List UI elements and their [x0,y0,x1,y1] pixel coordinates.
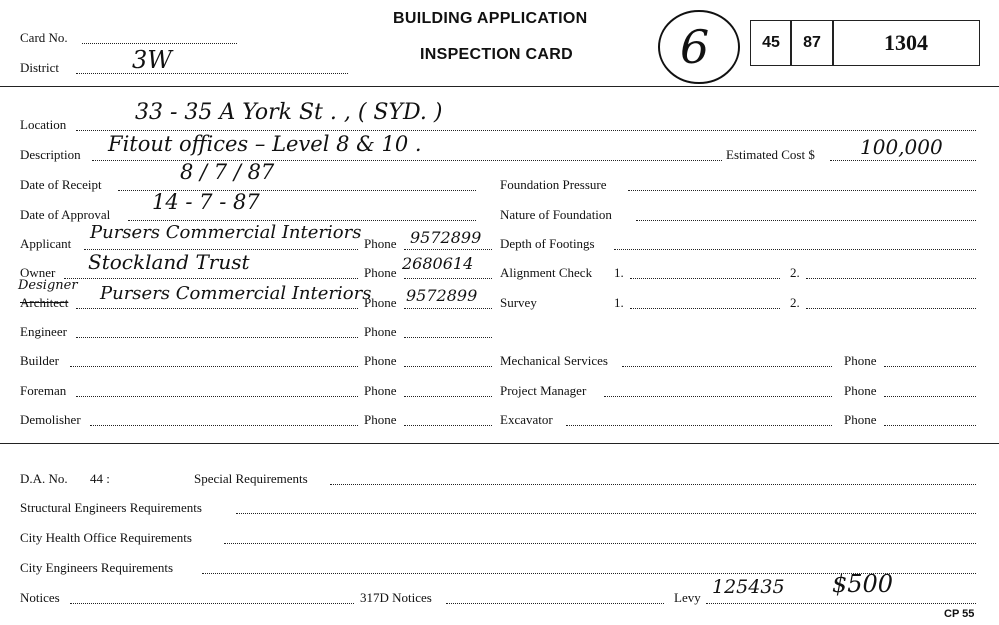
card-no-label: Card No. [20,30,68,45]
applicant-phone-line [404,249,492,250]
architect-label: Architect [20,295,69,310]
builder-label: Builder [20,353,59,368]
estimated-cost-label: Estimated Cost $ [726,147,815,162]
estimated-cost-line [830,160,976,161]
alignment-check-label: Alignment Check [500,265,593,280]
alignment-check-n2: 2. [790,265,800,280]
form-code: CP 55 [944,608,975,620]
applicant-label: Applicant [20,236,72,251]
owner-phone-label: Phone [364,265,397,280]
location-line [76,130,976,131]
nature-foundation-label: Nature of Foundation [500,207,612,222]
applicant-phone-value: 9572899 [410,228,482,247]
project-manager-phone-line [884,396,976,397]
applicant-phone-label: Phone [364,236,397,251]
notices-line [70,603,354,604]
survey-label: Survey [500,295,537,310]
card-title-line1: BUILDING APPLICATION [393,10,588,27]
district-label: District [20,60,59,75]
survey-line2 [806,308,976,309]
card-title-line2: INSPECTION CARD [420,46,573,63]
builder-line [70,366,358,367]
survey-n2: 2. [790,295,800,310]
designer-correction: Designer [18,278,78,293]
excavator-label: Excavator [500,412,553,427]
excavator-phone-label: Phone [844,412,877,427]
date-approval-line [128,220,476,221]
applicant-value: Pursers Commercial Interiors [90,222,362,243]
district-value: 3W [132,46,172,74]
alignment-check-n1: 1. [614,265,624,280]
mechanical-phone-line [884,366,976,367]
demolisher-line [90,425,358,426]
header-divider [0,86,999,87]
card-no-line [82,43,237,44]
card-box-c: 1304 [832,20,980,66]
project-manager-label: Project Manager [500,383,587,398]
da-no-label: D.A. No. [20,471,68,486]
demolisher-phone-label: Phone [364,412,397,427]
builder-phone-label: Phone [364,353,397,368]
alignment-check-line1 [630,278,780,279]
da-no-value: 44 : [90,471,110,486]
owner-phone-line [404,278,492,279]
health-req-label: City Health Office Requirements [20,530,192,545]
excavator-line [566,425,832,426]
mechanical-services-line [622,366,832,367]
engineer-phone-label: Phone [364,324,397,339]
card-box-b: 87 [790,20,834,66]
circled-number: 6 [680,20,710,74]
mechanical-phone-label: Phone [844,353,877,368]
survey-line1 [630,308,780,309]
foundation-pressure-line [628,190,976,191]
project-manager-phone-label: Phone [844,383,877,398]
special-requirements-line [330,484,976,485]
levy-value: 125435 [712,576,785,598]
structural-req-line [236,513,976,514]
middle-divider [0,443,999,444]
owner-line [64,278,358,279]
excavator-phone-line [884,425,976,426]
date-approval-label: Date of Approval [20,207,111,222]
foreman-phone-line [404,396,492,397]
engineer-label: Engineer [20,324,67,339]
architect-line [76,308,358,309]
depth-footings-label: Depth of Footings [500,236,595,251]
structural-req-label: Structural Engineers Requirements [20,500,202,515]
notices-label: Notices [20,590,60,605]
levy-amount: $500 [832,570,894,598]
demolisher-label: Demolisher [20,412,81,427]
date-receipt-value: 8 / 7 / 87 [180,160,275,184]
owner-value: Stockland Trust [88,250,250,274]
date-receipt-label: Date of Receipt [20,177,102,192]
engineer-phone-line [404,337,492,338]
location-label: Location [20,117,67,132]
levy-line [706,603,976,604]
card-box-a: 45 [750,20,792,66]
architect-value: Pursers Commercial Interiors [100,283,372,304]
builder-phone-line [404,366,492,367]
demolisher-phone-line [404,425,492,426]
owner-label: Owner [20,265,56,280]
foreman-line [76,396,358,397]
owner-phone-value: 2680614 [402,254,474,273]
foreman-label: Foreman [20,383,67,398]
description-label: Description [20,147,81,162]
levy-label: Levy [674,590,701,605]
mechanical-services-label: Mechanical Services [500,353,608,368]
location-value: 33 - 35 A York St . , ( SYD. ) [135,100,443,125]
notices-317d-label: 317D Notices [360,590,432,605]
architect-phone-label: Phone [364,295,397,310]
depth-footings-line [614,249,976,250]
project-manager-line [604,396,832,397]
engineers-req-label: City Engineers Requirements [20,560,174,575]
alignment-check-line2 [806,278,976,279]
notices-317d-line [446,603,664,604]
health-req-line [224,543,976,544]
estimated-cost-value: 100,000 [860,135,943,159]
survey-n1: 1. [614,295,624,310]
architect-phone-line [404,308,492,309]
engineer-line [76,337,358,338]
foreman-phone-label: Phone [364,383,397,398]
nature-foundation-line [636,220,976,221]
description-value: Fitout offices – Level 8 & 10 . [108,132,422,156]
district-line [76,73,348,74]
architect-phone-value: 9572899 [406,286,478,305]
date-approval-value: 14 - 7 - 87 [152,190,260,214]
foundation-pressure-label: Foundation Pressure [500,177,607,192]
special-requirements-label: Special Requirements [194,471,308,486]
